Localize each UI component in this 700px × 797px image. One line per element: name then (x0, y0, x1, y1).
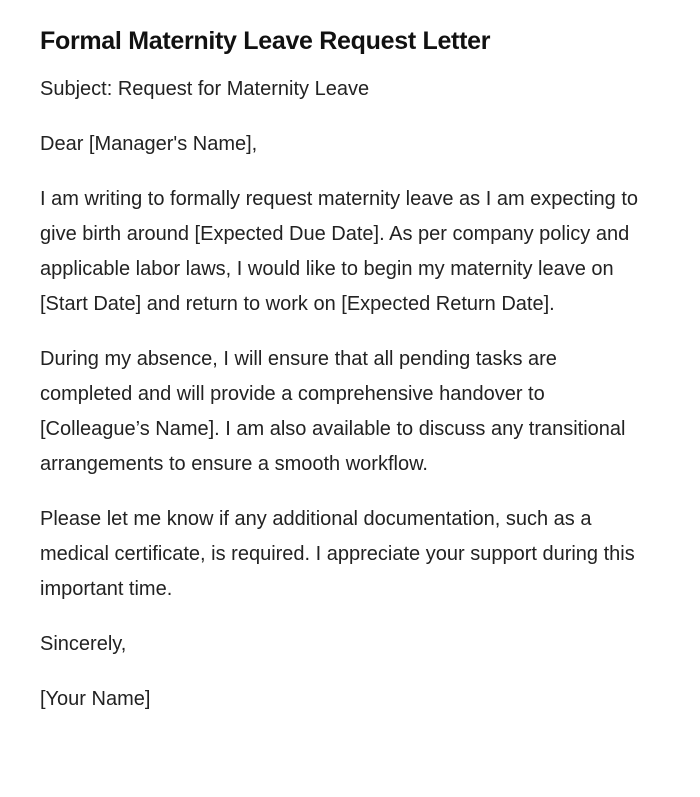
letter-salutation: Dear [Manager's Name], (40, 133, 258, 155)
letter-paragraph: Please let me know if any additional documentation, such as a medical certificate, is required. I appreciate your support during this important time. (40, 508, 635, 600)
letter-signature: [Your Name] (40, 688, 151, 710)
letter-paragraph: During my absence, I will ensure that all pending tasks are completed and will provide a comprehensive handover to [Colleague’s Name]. I am also available to discuss any transitional arrangements to ensure a smooth workflow. (40, 348, 626, 475)
letter-closing: Sincerely, (40, 633, 127, 655)
letter-subject: Subject: Request for Maternity Leave (40, 78, 370, 100)
document-title: Formal Maternity Leave Request Letter (40, 27, 491, 55)
letter-document (40, 24, 650, 737)
letter-paragraph: I am writing to formally request maternity leave as I am expecting to give birth around [Expected Due Date]. As per company policy and applicable labor laws, I would like to begin my maternity leave on [Start Date] and return to work on [Expected Return Date]. (40, 188, 639, 315)
